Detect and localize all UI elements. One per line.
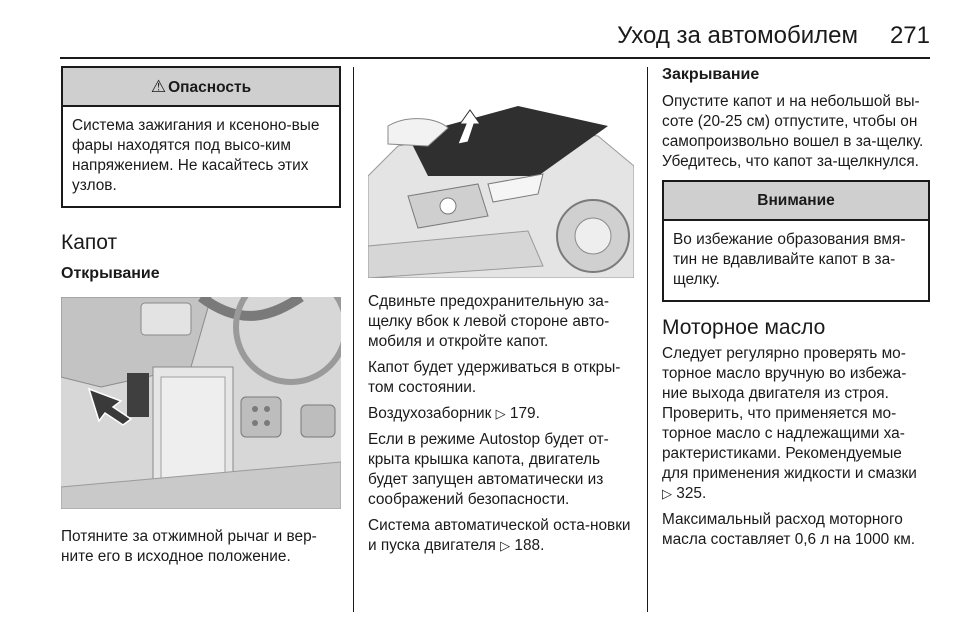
section-title-hood: Капот — [61, 231, 118, 254]
danger-text: Система зажигания и ксеноно-вые фары находятся под высо-ким напряжением. Не касайтесь этих узлов. — [72, 117, 320, 194]
open-hood-car-illustration — [368, 66, 634, 278]
column-divider-2 — [647, 67, 648, 612]
oil-paragraph-2: Максимальный расход моторного масла составляет 0,6 л на 1000 км. — [662, 511, 916, 548]
col2-paragraph-1: Сдвиньте предохранительную за-щелку вбок к левой стороне авто-мобиля и откройте капот. — [368, 293, 610, 350]
air-intake-ref-page[interactable]: 179. — [505, 405, 540, 422]
page-reference-icon: ▷ — [500, 538, 511, 553]
page-header-title: Уход за автомобилем — [617, 22, 858, 49]
autostop-ref-text: Система автоматической оста-новки и пуска двигателя — [368, 517, 631, 554]
column-divider-1 — [353, 67, 354, 612]
page-reference-icon: ▷ — [495, 406, 506, 421]
notice-box — [662, 180, 930, 302]
section-title-engine-oil: Моторное масло — [662, 316, 826, 339]
column-2 — [368, 66, 636, 562]
col2-paragraph-4: Если в режиме Autostop будет от-крыта крышка капота, двигатель будет запущен автоматически из соображений безопасности. — [368, 431, 609, 508]
oil-paragraph-1 — [662, 344, 930, 504]
hood-release-lever-illustration — [61, 297, 341, 509]
closing-paragraph: Опустите капот и на небольшой вы-соте (20-25 см) отпустите, чтобы он самопроизвольно вошел в за-щелку. Убедитесь, что капот за-щелкнулся. — [662, 93, 924, 170]
notice-title: Внимание — [664, 182, 928, 221]
danger-title: Опасность — [168, 79, 252, 96]
oil-paragraph-1-text: Следует регулярно проверять мо-торное масло вручную во избежа-ние выхода двигателя из строя. Проверить, что применяется мо-торное масло с надлежащими ха-рактеристиками. Рекомендуемые для применения жидкости и смазки — [662, 345, 917, 482]
oil-ref-page[interactable]: 325. — [672, 485, 707, 502]
warning-triangle-icon: ⚠ — [150, 77, 167, 96]
danger-box-header — [63, 68, 339, 107]
lever-caption: Потяните за отжимной рычаг и вер-ните его в исходное положение. — [61, 528, 317, 565]
danger-box — [61, 66, 341, 208]
header-rule — [60, 57, 930, 59]
column-3 — [662, 66, 930, 556]
col2-paragraph-5 — [368, 516, 636, 556]
col2-paragraph-3 — [368, 404, 636, 424]
page-reference-icon: ▷ — [662, 486, 672, 501]
column-1 — [61, 66, 341, 573]
subsection-title-closing: Закрывание — [662, 66, 760, 83]
notice-text: Во избежание образования вмя-тин не вдавливайте капот в за-щелку. — [673, 231, 906, 288]
subsection-title-opening: Открывание — [61, 265, 160, 282]
page-number: 271 — [889, 22, 930, 49]
autostop-ref-page[interactable]: 188. — [510, 537, 545, 554]
air-intake-ref-text: Воздухозаборник — [368, 405, 496, 422]
col2-paragraph-2: Капот будет удерживаться в откры-том состоянии. — [368, 359, 621, 396]
